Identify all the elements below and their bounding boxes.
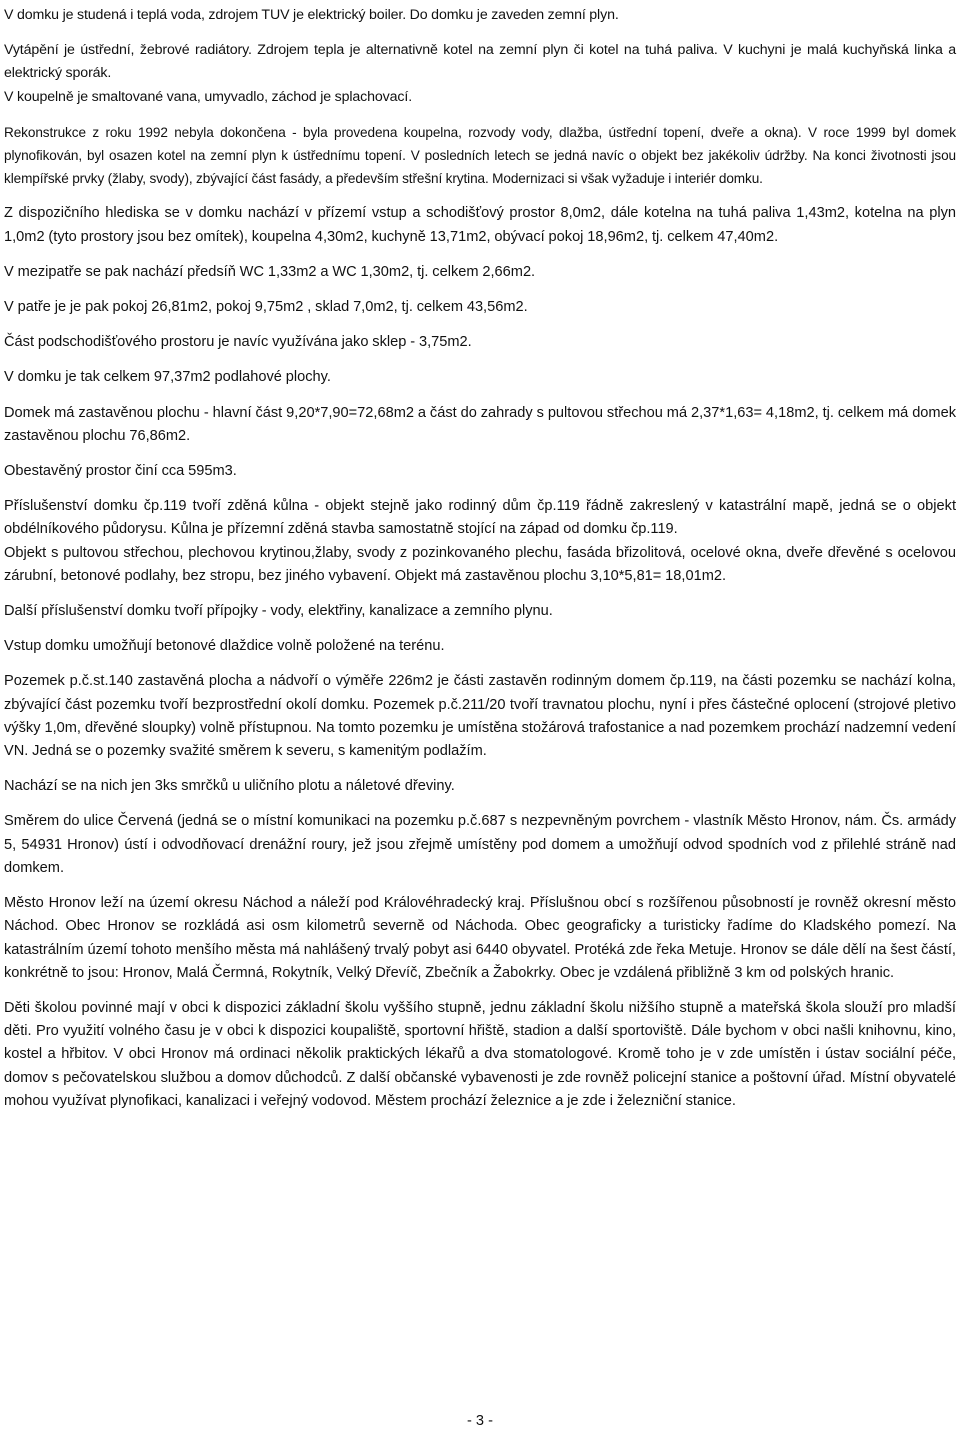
paragraph-built-area: Domek má zastavěnou plochu - hlavní část 9,20*7,90=72,68m2 a část do zahrady s pultovou střechou má 2,37*1,63= 4,18m2, tj. celkem má domek zastavěnou plochu 76,86m2. [4, 404, 956, 444]
paragraph-trees: Nachází se na nich jen 3ks smrčků u uličního plotu a náletové dřeviny. [4, 778, 455, 795]
paragraph-volume: Obestavěný prostor činí cca 595m3. [4, 463, 237, 480]
paragraph-mezzanine: V mezipatře se pak nachází předsíň WC 1,33m2 a WC 1,30m2, tj. celkem 2,66m2. [4, 263, 536, 280]
paragraph-upper-floor: V patře je je pak pokoj 26,81m2, pokoj 9,75m2 , sklad 7,0m2, tj. celkem 43,56m2. [4, 299, 528, 316]
paragraph-reconstruction: Rekonstrukce z roku 1992 nebyla dokončena - byla provedena koupelna, rozvody vody, dlažba, ústřední topení, dveře a okna). V roce 1999 byl domek plynofikován, byl osazen kotel na zemní plyn k ústřednímu topení. V posledních letech se jedná navíc o objekt bez jakékoliv údržby. Na konci životnosti jsou klempířské prvky (žlaby, svody), zbývající část fasády, a především střešní krytina. Modernizaci si však vyžaduje i interiér domku. [4, 124, 956, 187]
paragraph-entrance: Vstup domku umožňují betonové dlaždice volně položené na terénu. [4, 638, 445, 655]
paragraph-utilities: Další příslušenství domku tvoří přípojky - vody, elektřiny, kanalizace a zemního plynu. [4, 603, 553, 620]
paragraph-heating-kitchen: Vytápění je ústřední, žebrové radiátory. Zdrojem tepla je alternativně kotel na zemní plyn či kotel na tuhá paliva. V kuchyni je malá kuchyňská linka a elektrický sporák. [4, 42, 956, 82]
paragraph-cellar: Část podschodišťového prostoru je navíc využívána jako sklep - 3,75m2. [4, 334, 472, 351]
paragraph-total-area: V domku je tak celkem 97,37m2 podlahové plochy. [4, 369, 331, 386]
document-page [4, 4, 956, 1113]
page-number: - 3 - [467, 1413, 493, 1429]
paragraph-shed: Příslušenství domku čp.119 tvoří zděná kůlna - objekt stejně jako rodinný dům čp.119 řádně zakreslený v katastrální mapě, jedná se o objekt obdélníkového půdorysu. Kůlna je přízemní zděná stavba samostatně stojící na západ od domku čp.119. [4, 498, 956, 538]
paragraph-land: Pozemek p.č.st.140 zastavěná plocha a nádvoří o výměře 226m2 je části zastavěn rodinným domem čp.119, na části pozemku se nachází kolna, zbývající část pozemku tvoří bezprostřední okolí domku. Pozemek p.č.211/20 tvoří travnatou plochu, nyní i přes částečné oplocení (strojové pletivo výšky 1,0m, dřevěné sloupky) volně přístupnou. Na tomto pozemku je umístěna stožárová trafostanice a nad pozemkem prochází nadzemní vedení VN. Jedná se o pozemky svažité směrem k severu, s kamenitým podlažím. [4, 673, 956, 760]
paragraph-water-gas: V domku je studená i teplá voda, zdrojem TUV je elektrický boiler. Do domku je zaveden zemní plyn. [4, 7, 619, 23]
paragraph-layout-ground-floor: Z dispozičního hlediska se v domku nachází v přízemí vstup a schodišťový prostor 8,0m2, dále kotelna na tuhá paliva 1,43m2, kotelna na plyn 1,0m2 (tyto prostory jsou bez omítek), koupelna 4,30m2, kuchyně 13,71m2, obývací pokoj 18,96m2, tj. celkem 47,40m2. [4, 205, 956, 245]
paragraph-amenities: Děti školou povinné mají v obci k dispozici základní školu vyššího stupně, jednu základní školu nižšího stupně a mateřská škola slouží pro mladší děti. Pro využití volného času je v obci k dispozici koupaliště, sportovní hřiště, stadion a další sportoviště. Dále bychom v obci našli knihovnu, kino, kostel a hřbitov. V obci Hronov má ordinaci několik praktických lékařů a dva stomatologové. Kromě toho je v zde umístěn i ústav sociální péče, domov s pečovatelskou službou a domov důchodců. Z další občanské vybavenosti je zde rovněž policejní stanice a poštovní úřad. Místní obyvatelé mohou využívat plynofikaci, kanalizaci i veřejný vodovod. Městem prochází železnice a je zde i železniční stanice. [4, 999, 956, 1109]
paragraph-town: Město Hronov leží na území okresu Náchod a náleží pod Královéhradecký kraj. Příslušnou obcí s rozšířenou působností je rovněž okresní město Náchod. Obec Hronov se rozkládá asi osm kilometrů severně od Náchoda. Obec geograficky a turisticky řadíme do Kladského pomezí. Na katastrálním území tohoto menšího města má nahlášený trvalý pobyt asi 6440 obyvatel. Protéká zde řeka Metuje. Hronov se dále dělí na šest částí, konkrétně to jsou: Hronov, Malá Čermná, Rokytník, Velký Dřevíč, Zbečník a Žabokrky. Obec je vzdálená přibližně 3 km od polských hranic. [4, 895, 956, 981]
paragraph-bathroom: V koupelně je smaltované vana, umyvadlo, záchod je splachovací. [4, 88, 413, 105]
paragraph-shed-construction: Objekt s pultovou střechou, plechovou krytinou,žlaby, svody z pozinkovaného plechu, fasáda břizolitová, ocelové okna, dveře dřevěné s ocelovou zárubní, betonové podlahy, bez stropu, bez jiného vybavení. Objekt má zastavěnou plochu 3,10*5,81= 18,01m2. [4, 544, 956, 584]
paragraph-drainage: Směrem do ulice Červená (jedná se o místní komunikaci na pozemku p.č.687 s nezpevněným povrchem - vlastník Město Hronov, nám. Čs. armády 5, 54931 Hronov) ústí i odvodňovací drenážní roury, jež jsou zřejmě umístěny pod domem a umožňují odvod spodních vod z přilehlé stráně nad domkem. [4, 813, 956, 876]
